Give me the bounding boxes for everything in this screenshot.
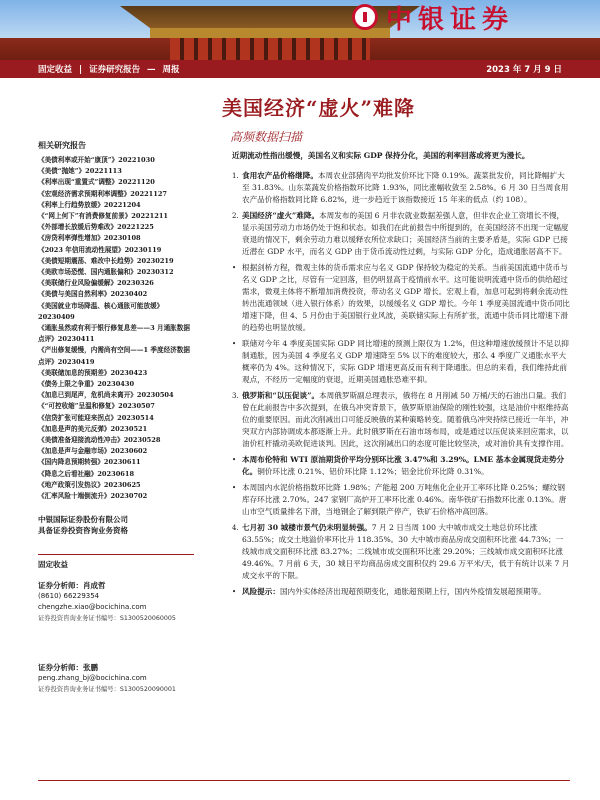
related-report-item: 《美债与美国自然利率》20230402 <box>38 290 148 299</box>
related-report-item: 《通胀虽然或有利于银行修复息差——3 月通胀数据点评》20230411 <box>38 324 190 344</box>
related-report-item: 《加息已到尾声，危机尚未离开》20230504 <box>38 391 174 400</box>
header-banner <box>0 0 600 60</box>
sidebar <box>38 140 194 695</box>
point-heading: 俄罗斯和“以压促谈”。 <box>242 391 320 400</box>
point-heading: 风险提示： <box>242 587 280 596</box>
report-point <box>232 210 570 258</box>
crumb-separator: | <box>78 65 83 75</box>
point-text: 本周国内水泥价格指数环比降 1.98%；产能超 200 万吨焦化企业开工率环比降 0.25%；螺纹钢库存环比涨 2.70%。247 家钢厂高炉开工率环比涨 0.46%。南华铁矿石指数环比涨 0.13%。唐山市空气质量排名下滑，当地钢企了解到限产停产，铁矿石价格冲高回落。 <box>242 483 567 516</box>
report-point <box>232 262 570 334</box>
point-text: 根据剑桥方程，微观主体的货币需求应与名义 GDP 保持较为稳定的关系。当前美国流通中货币与名义 GDP 之比，尽管有一定回落，但仍明显高于疫情前水平。这可能说明流通中货币的供给超过需求，微观主体将不断增加消费投资，带动名义 GDP 增长。宏观上看，加息可起到将剩余流动性转出流通领域（进入银行体系）的效果，以缓缓名义 GDP 增长。今年 1 季度美国流通中货币同比增速下降，但 4、5 月份由于美国银行业风波，美联储实际上有所扩张，流通中货币同比增速下滑的趋势也明显放缓。 <box>242 263 570 332</box>
related-report-item: 《美债准备迎接流动性冲击》20230528 <box>38 436 161 445</box>
point-number: 1. <box>232 172 239 180</box>
point-text: 本周发布的美国 6 月非农就业数据差强人意，但非农企业工资增长不慢，显示美国劳动力市场仍处于饱和状态。如我们在此前报告中所提到的，在美国经济不出现一定幅度衰退的情况下，剩余劳动力难以缓释农所位求缺口；美国经济当前的主要矛盾是，实际 GDP 已接近潜在 GDP 水平，而名义 GDP 由于货币流动性过剩，与实际 GDP 分化，造成通胀居高不下。 <box>242 211 569 256</box>
report-summary: 近期流动性指出缓慢，美国名义和实际 GDP 保持分化，美国的利率回落或将更为漫长。 <box>232 151 530 160</box>
point-heading: 七月初 30 城楼市景气仍未明显转强。 <box>242 523 372 532</box>
related-report-item: 《美债“抛她”》20221113 <box>38 167 122 176</box>
breadcrumb <box>38 63 184 75</box>
report-point <box>232 586 570 598</box>
related-report-item: 《美欧市场恐慌、国内通胀偏和》20230312 <box>38 268 174 277</box>
point-number: 2. <box>232 212 239 220</box>
crumb-weekly: 周报 <box>162 65 180 75</box>
related-report-item: 《利率上行趋势放缓》20221204 <box>38 200 141 209</box>
analyst-name: 证券分析师：张鹏 <box>38 663 98 673</box>
related-report-item: 《2023 年信用流动性展望》20230119 <box>38 245 162 254</box>
point-text: 7 月 2 日当周 100 大中城市成交土地总价环比涨 63.55%；成交土地溢价率环比升 118.35%。30 大中城市商品房成交面积环比涨 44.73%；一线城市成交面积环比涨 83.27%；二线城市成交面积环比涨 29.20%；三线城市成交面积环比涨 49.46%。7 月前 6 天，30 城日平均商品房成交面积仅约 29.6 万平米/天，低于有统计以来 7 月成交水平的下限。 <box>242 523 570 580</box>
point-text: 联储对今年 4 季度美国实际 GDP 同比增速的预测上限仅为 1.2%，但这种增速放缓预计不足以抑制通胀，因为美国 4 季度名义 GDP 增速降至 5% 以下的难度较大，那么 4 季度广义通胀水平大概率仍为 4%。这种情况下，实际 GDP 增速更高反而有利于降通胀。但总的来看，我们维持此前观点，不经历一定幅度的衰退，近期美国通胀恐难平抑。 <box>242 339 569 384</box>
related-report-item: 《宏观经济需求预期利率调整》20221127 <box>38 189 168 198</box>
related-report-item: 《加息是声与金融市场》20230602 <box>38 447 148 456</box>
analyst-certificate: 证券投资咨询业务证书编号：S1300520090001 <box>38 686 176 694</box>
analyst-block <box>38 662 194 695</box>
related-report-item: 《产出修复缓慢，内需尚有空间——1 季度经济数据点评》20230419 <box>38 346 190 366</box>
related-report-item: 《房贷利率弹性增加》20230108 <box>38 234 141 243</box>
palace-pillars-graphic <box>170 38 370 60</box>
related-research-list <box>38 155 194 502</box>
point-text: 本周农业部猪肉平均批发价环比下降 0.19%。蔬菜批发价，同比降幅扩大至 31.83%。山东菜蔬发价格指数环比降 1.93%，同比涨幅收敛至 2.58%。6 月 30 日当周食用农产品价格指数同比降 6.82%，进一步趋近于该指数接近 15 年来的低点（约 108）。 <box>242 171 569 204</box>
footer-divider <box>38 780 570 781</box>
organization-name: 中银国际证券股份有限公司 <box>38 515 128 525</box>
related-report-item: 《国内降息预期转强》20230611 <box>38 458 141 467</box>
report-category-bar <box>0 60 600 78</box>
bullet-icon: • <box>232 456 237 464</box>
related-report-item: 《汇率风险十端倒流升》20230702 <box>38 492 148 501</box>
report-point <box>232 338 570 386</box>
point-number: 3. <box>232 392 239 400</box>
analyst-phone: (8610) 66229354 <box>38 592 100 601</box>
report-point <box>232 522 570 582</box>
related-report-item: 《地产政策引发热议》20230625 <box>38 480 141 489</box>
related-report-item: 《债务上限之争重》20230430 <box>38 380 135 389</box>
related-report-item: 《加息是声的美元反弹》20230521 <box>38 424 148 433</box>
report-point <box>232 170 570 206</box>
related-report-item: 《美国就业市场降温、核心通胀可能放缓》20230409 <box>38 301 164 321</box>
point-number: 4. <box>232 524 239 532</box>
bullet-icon: • <box>232 340 237 348</box>
report-body <box>232 150 570 602</box>
related-report-item: 《美债利率或开始“康顶”》20221030 <box>38 156 155 164</box>
analyst-email[interactable]: peng.zhang_bj@bocichina.com <box>38 674 147 683</box>
sector-label: 固定收益 <box>38 554 194 570</box>
point-heading: 本周布伦特和 WTI 原油期货价平均分别环比涨 3.47%和 3.29%。LME 基本金属现货走势分化。 <box>242 455 565 476</box>
analyst-block <box>38 580 194 624</box>
point-text: 铜价环比涨 0.21%、铝价环比降 1.12%；铝金比价环比降 0.31%。 <box>257 467 489 476</box>
related-report-item: 《外部增长放缓后势难改》20221225 <box>38 223 154 232</box>
related-report-item: 《信贷扩张可能迎来拐点》20230514 <box>38 413 154 422</box>
analyst-email[interactable]: chengzhe.xiao@bocichina.com <box>38 603 147 612</box>
brand-logo <box>352 2 515 35</box>
boc-logo-icon <box>352 4 378 30</box>
related-report-item: 《美联储行业风险偏缓解》20230326 <box>38 279 154 288</box>
bullet-icon: • <box>232 484 237 492</box>
point-heading: 食用农产品价格继降。 <box>242 171 318 180</box>
related-report-item: 《“网上何下”有消费修复前景》20221211 <box>38 212 169 221</box>
report-point <box>232 482 570 518</box>
crumb-dash: — <box>147 65 156 75</box>
crumb-category: 固定收益 <box>38 65 73 75</box>
related-report-item: 《降息之后看社融》20230618 <box>38 469 135 478</box>
point-text: 本周俄罗斯副总理表示，俄将在 8 月削减 50 万桶/天的石油出口量。我们曾在此前报告中多次提到，在俄乌冲突背景下，俄罗斯原油保险的刚性较强，这是油价中枢维持高位的重要原因。而此次削减出口可能反映俄的某种策略转变。随着俄乌冲突持续已接近一年半，冲突双方内部协调成本都逐渐上升。此时俄罗斯在石油市场布局，或是通过以压促谈来回应需求，以油价杠杆撬动美欧促进谈判。因此，这次削减出口的态度可能比较坚决，或对油价具有支撑作用。 <box>242 391 569 448</box>
related-report-item: 《美债短期震荡、难改中长趋势》20230219 <box>38 256 174 265</box>
analyst-certificate: 证券投资咨询业务证书编号：S1300520060005 <box>38 615 176 623</box>
bullet-icon: • <box>232 588 237 596</box>
page-subtitle: 高频数据扫描 <box>230 130 303 144</box>
point-heading: 美国经济“虚火”难降。 <box>242 211 320 220</box>
related-report-item: 《美联储加息的预期差》20230423 <box>38 368 148 377</box>
report-date: 2023 年 7 月 9 日 <box>486 65 562 75</box>
page-title: 美国经济“虚火”难降 <box>222 96 416 120</box>
brand-name: 中银证券 <box>386 4 515 35</box>
related-report-item: 《“可控收缩”呈温和修复》20230507 <box>38 402 155 411</box>
related-report-item: 《利率出现“重置式”调整》20221120 <box>38 178 155 187</box>
report-point <box>232 390 570 450</box>
point-text: 国内外实体经济出现超预期变化，通胀超预期上行，国内外疫情发展超预期等。 <box>279 587 546 596</box>
related-research-heading: 相关研究报告 <box>38 141 86 150</box>
report-point <box>232 454 570 478</box>
organization-info <box>38 514 194 536</box>
bullet-icon: • <box>232 264 237 272</box>
organization-qualification: 具备证券投资咨询业务资格 <box>38 526 128 536</box>
crumb-report-type: 证券研究报告 <box>89 65 141 75</box>
analyst-name: 证券分析师：肖成哲 <box>38 581 106 591</box>
